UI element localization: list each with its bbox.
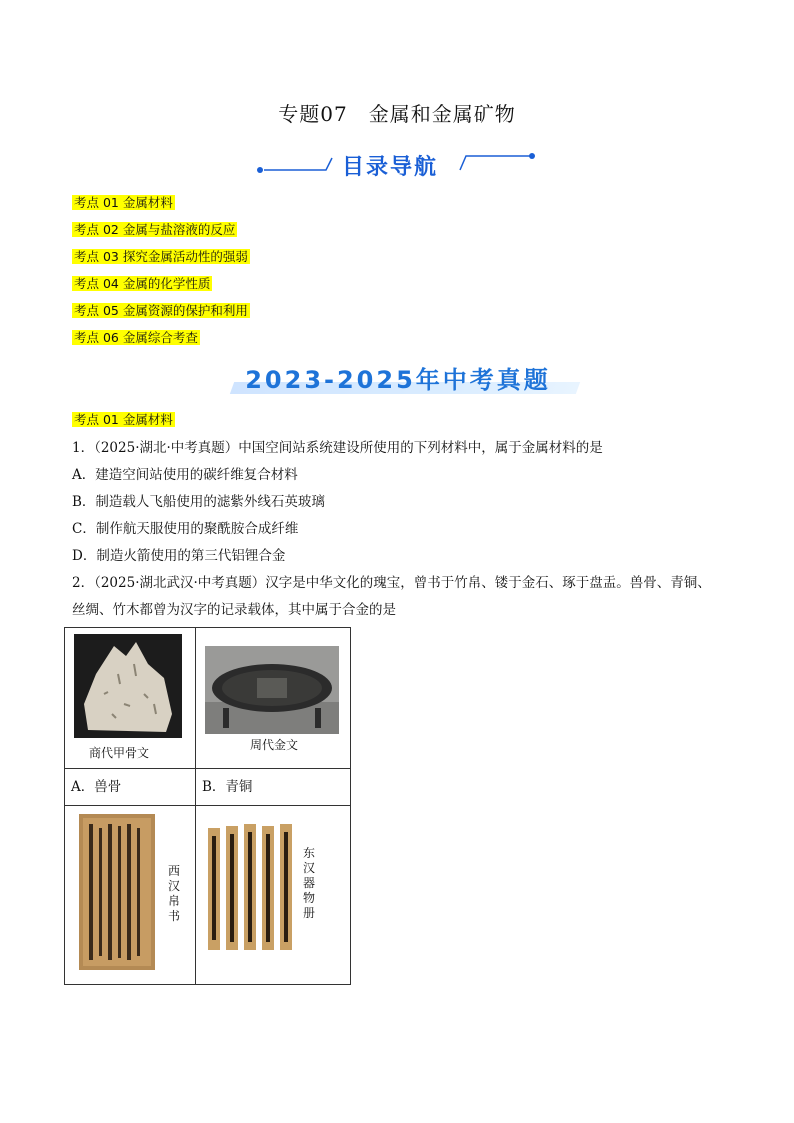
- option-b-image-cell: [196, 628, 351, 769]
- bamboo-slips-image: [206, 822, 298, 952]
- question-2: [72, 570, 742, 624]
- option-d-image-cell: [196, 806, 351, 985]
- toc-item[interactable]: 考点 02 金属与盐溶液的反应: [74, 222, 236, 237]
- option-c: C．制作航天服使用的聚酰胺合成纤维: [72, 521, 299, 537]
- years-banner: [218, 360, 578, 396]
- option-b-label: B．青铜: [196, 769, 351, 806]
- question-stem: 1．（2025·湖北·中考真题）中国空间站系统建设所使用的下列材料中，属于金属材料的是: [72, 440, 603, 456]
- options-table: [64, 627, 351, 985]
- caption-d: 东汉器物册: [302, 846, 315, 920]
- toc-item[interactable]: 考点 01 金属材料: [74, 195, 173, 210]
- option-b: B．制造载人飞船使用的滤紫外线石英玻璃: [72, 494, 325, 510]
- toc-item[interactable]: 考点 05 金属资源的保护和利用: [74, 303, 248, 318]
- silk-manuscript-image: [79, 814, 155, 970]
- oracle-bone-image: [74, 634, 182, 738]
- nav-banner-text: 目录导航: [342, 155, 439, 180]
- caption-a: 商代甲骨文: [89, 746, 150, 760]
- option-a-label: A．兽骨: [65, 769, 196, 806]
- years-banner-text: 2023-2025年中考真题: [245, 366, 551, 394]
- option-a-image-cell: [65, 628, 196, 769]
- caption-c: 西汉帛书: [167, 864, 180, 923]
- question-1: [72, 435, 742, 570]
- toc-item[interactable]: 考点 03 探究金属活动性的强弱: [74, 249, 248, 264]
- toc-item[interactable]: 考点 04 金属的化学性质: [74, 276, 211, 291]
- nav-banner: [256, 148, 536, 182]
- option-d: D．制造火箭使用的第三代铝锂合金: [72, 548, 286, 564]
- section-label: 考点 01 金属材料: [74, 412, 173, 427]
- table-of-contents: [72, 194, 250, 356]
- question-stem: 2．（2025·湖北武汉·中考真题）汉字是中华文化的瑰宝，曾书于竹帛、镂于金石、琢于盘盂。兽骨、青铜、: [72, 575, 711, 591]
- page-title: 专题07 金属和金属矿物: [278, 102, 516, 126]
- option-a: A．建造空间站使用的碳纤维复合材料: [72, 467, 298, 483]
- option-c-image-cell: [65, 806, 196, 985]
- bronze-vessel-image: [205, 646, 339, 734]
- toc-item[interactable]: 考点 06 金属综合考查: [74, 330, 198, 345]
- question-stem-continued: 丝绸、竹木都曾为汉字的记录载体，其中属于合金的是: [72, 602, 396, 618]
- caption-b: 周代金文: [250, 738, 299, 752]
